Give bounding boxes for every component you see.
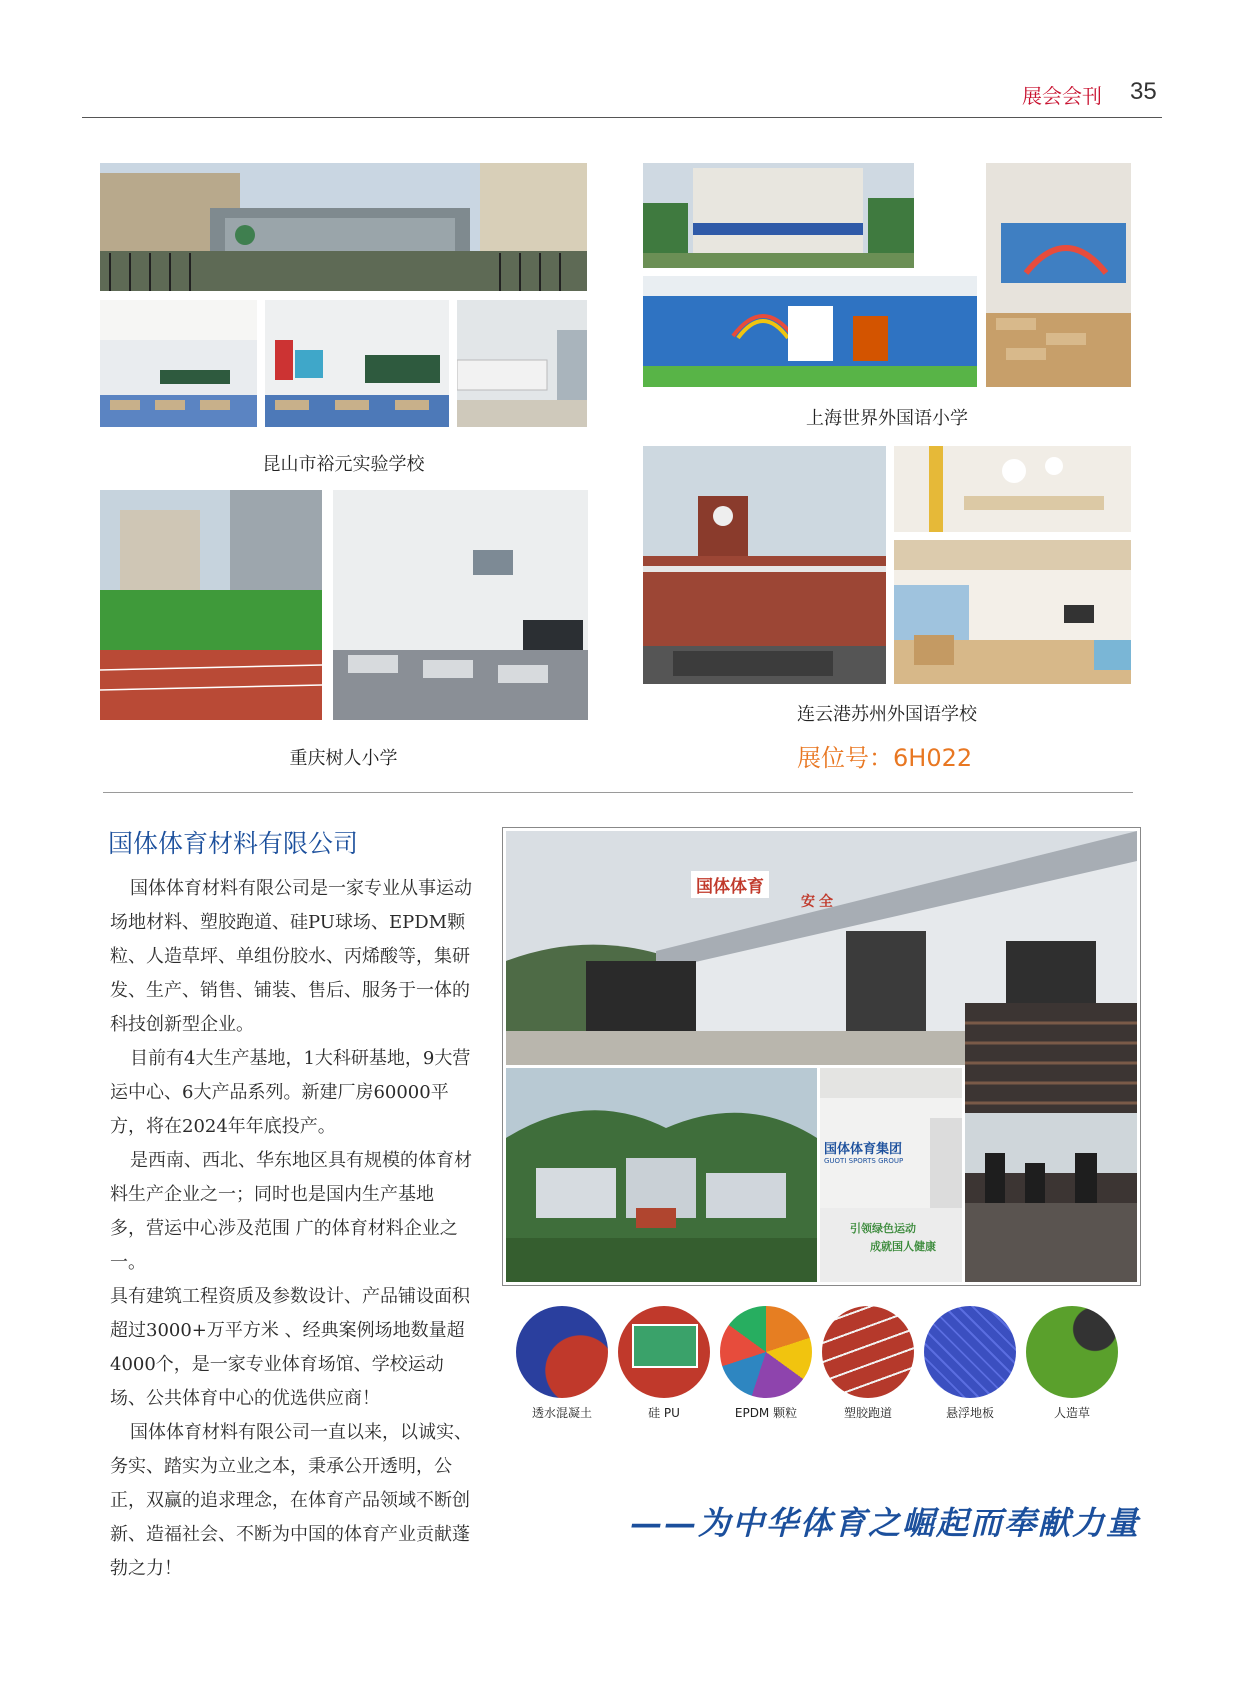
school-caption: 上海世界外国语小学 xyxy=(806,408,968,429)
description-paragraph: 目前有4大生产基地，1大科研基地，9大营运中心、6大产品系列。新建厂房60000平方，将在2024年年底投产。 xyxy=(110,1048,471,1137)
lab-classroom-photo xyxy=(333,490,588,720)
product-label: EPDM 颗粒 xyxy=(734,1406,798,1420)
library-interior-photo xyxy=(894,446,1131,532)
reception-photo xyxy=(820,1068,962,1282)
reception-brand xyxy=(824,1138,934,1165)
product-item xyxy=(1022,1306,1122,1421)
school-caption: 重庆树人小学 xyxy=(289,748,398,769)
company-slogan: ——为中华体育之崛起而奉献力量 xyxy=(630,1504,1141,1542)
classroom-photo xyxy=(265,300,449,427)
wall-text-line: 成就国人健康 xyxy=(870,1240,936,1253)
factory-slogan: 安全 xyxy=(801,894,837,910)
factory-sign: 国体体育 xyxy=(691,871,769,898)
product-item xyxy=(512,1306,612,1421)
product-label: 人造草 xyxy=(1053,1406,1090,1420)
section-divider xyxy=(103,792,1133,793)
running-track-icon xyxy=(822,1306,914,1398)
aerial-campus-photo xyxy=(506,1068,817,1282)
pervious-concrete-icon xyxy=(516,1306,608,1398)
product-item xyxy=(716,1306,816,1421)
reception-wall-text xyxy=(850,1220,936,1256)
product-label: 透水混凝土 xyxy=(531,1406,592,1420)
company-photo-collage xyxy=(502,827,1141,1286)
product-item xyxy=(614,1306,714,1421)
product-label: 悬浮地板 xyxy=(945,1406,994,1420)
silicon-pu-court-icon xyxy=(618,1306,710,1398)
brand-name-cn: 国体体育集团 xyxy=(824,1142,903,1157)
magazine-name: 展会会刊 xyxy=(1022,84,1102,108)
sports-field-photo xyxy=(100,490,322,720)
booth-number: 展位号：6H022 xyxy=(797,744,973,772)
description-paragraph: 是西南、西北、华东地区具有规模的体育材料生产企业之一；同时也是国内生产基地 多，营运中心涉及范围 广的体育材料企业之一。 xyxy=(110,1150,472,1273)
office-photo xyxy=(965,1003,1137,1282)
epdm-granules-icon xyxy=(720,1306,812,1398)
company-description xyxy=(110,872,475,1586)
product-label: 硅 PU xyxy=(648,1406,680,1420)
artificial-turf-icon xyxy=(1026,1306,1118,1398)
library-interior-photo xyxy=(894,540,1131,684)
product-label: 塑胶跑道 xyxy=(843,1406,892,1420)
classroom-mural-photo xyxy=(643,276,977,387)
classroom-photo xyxy=(100,300,257,427)
header-rule xyxy=(82,117,1162,118)
school-building-photo xyxy=(643,163,914,268)
classroom-photo xyxy=(457,300,587,427)
suspended-floor-icon xyxy=(924,1306,1016,1398)
description-paragraph: 具有建筑工程资质及参数设计、产品铺设面积超过3000+万平方米 、经典案例场地数量超4000个，是一家专业体育场馆、学校运动场、公共体育中心的优选供应商！ xyxy=(110,1286,470,1409)
product-item xyxy=(920,1306,1020,1421)
company-title: 国体体育材料有限公司 xyxy=(108,829,359,858)
school-caption: 连云港苏州外国语学校 xyxy=(797,704,977,725)
classroom-photo xyxy=(986,163,1131,387)
school-clocktower-photo xyxy=(643,446,886,684)
product-item xyxy=(818,1306,918,1421)
wall-text-line: 引领绿色运动 xyxy=(850,1222,916,1235)
page-number: 35 xyxy=(1130,78,1157,105)
description-paragraph: 国体体育材料有限公司是一家专业从事运动场地材料、塑胶跑道、硅PU球场、EPDM颗粒、人造草坪、单组份胶水、丙烯酸等，集研发、生产、销售、铺装、售后、服务于一体的科技创新型企业。 xyxy=(110,878,472,1035)
school-gate-photo xyxy=(100,163,587,291)
brand-name-en: GUOTI SPORTS GROUP xyxy=(824,1157,904,1165)
description-paragraph: 国体体育材料有限公司一直以来，以诚实、务实、踏实为立业之本，秉承公开透明，公正，双赢的追求理念，在体育产品领域不断创新、造福社会、不断为中国的体育产业贡献蓬勃之力！ xyxy=(110,1422,472,1579)
school-caption: 昆山市裕元实验学校 xyxy=(262,454,425,475)
